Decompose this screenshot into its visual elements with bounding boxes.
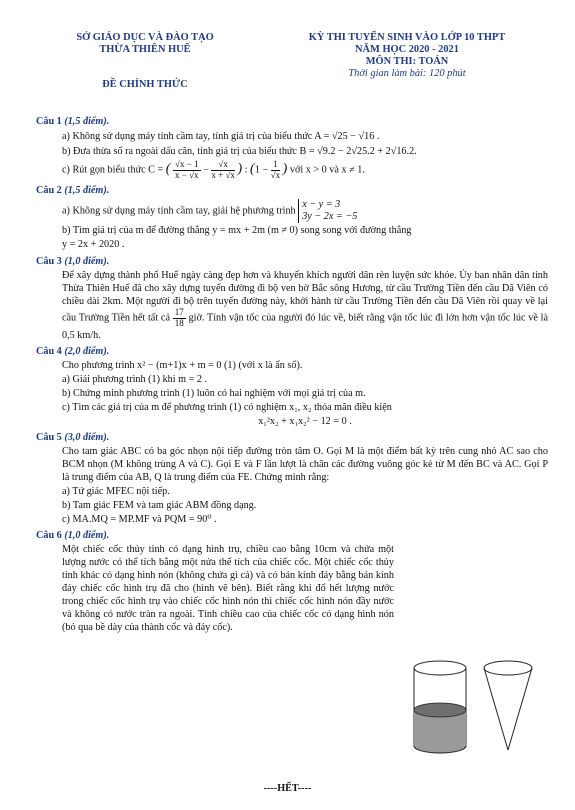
q6-text: Một chiếc cốc thủy tinh có dạng hình trụ, chiều cao bằng 10cm và chứa một lượng nước có thể tích bằng một nửa thể tích của chiếc cốc. Một chiếc cốc thủy tinh khác có dạng hình nón (không chứa gì cả) và có bán kính đáy bằng bán kính đáy chiếc cốc hình trụ đã cho (hình vẽ bên). Biết rằng khi đổ hết lượng nước trong chiếc cốc hình trụ vào chiếc cốc hình nón thì chiếc cốc hình nón đầy nước và không có nước tràn ra ngoài. Tính chiều cao của chiếc cốc có dạng hình nón (bỏ qua bề dày của thành cốc và đáy cốc). (62, 544, 394, 634)
q3-text: Để xây dựng thành phố Huế ngày càng đẹp hơn và khuyến khích người dân rèn luyện sức khỏe. Ủy ban nhân dân tỉnh Thừa Thiên Huế đã cho xây dựng tuyến đường đi bộ ven bờ Bắc sông Hương, từ cầu Trường Tiền đến cầu Dã Viên có chiều dài 2km. Một người đi bộ trên tuyến đường này, khởi hành từ cầu Trường Tiền đến cầu Dã Viên rồi quay về lại cầu Trường Tiền hết tất cả $\frac{17}{18}$ giờ. Tính vận tốc của người đó lúc về, biết rằng vận tốc lúc đi lớn hơn vận tốc lúc về là 0,5 km/h. (62, 269, 549, 341)
question-3-heading: Câu 3 (1,0 điểm). (36, 255, 110, 267)
province-name: THỪA THIÊN HUẾ (99, 44, 191, 55)
subject: MÔN THI: TOÁN (365, 56, 449, 67)
end-marker: ----HẾT---- (263, 783, 312, 794)
exam-title: KỲ THI TUYỂN SINH VÀO LỚP 10 THPT (308, 32, 506, 43)
school-year: NĂM HỌC 2020 - 2021 (355, 44, 459, 55)
question-1-heading: Câu 1 (1,5 điểm). (36, 116, 110, 127)
question-5-heading: Câu 5 (3,0 điểm). (36, 431, 110, 443)
q1-part-b: b) Đưa thừa số ra ngoài dấu căn, tính giá trị của biểu thức B = √9.2 − 2√25.2 + 2√16.2. (62, 146, 417, 158)
q5-part-a: a) Tứ giác MFEC nội tiếp. (62, 486, 170, 498)
q4-part-c: c) Tìm các giá trị của m để phương trình (1) có nghiệm x₁, x₂ thỏa mãn điều kiện (62, 401, 392, 413)
q4-intro: Cho phương trình x² − (m+1)x + m = 0 (1) (với x là ẩn số). (62, 359, 303, 371)
q2-part-a: a) Không sử dụng máy tính cầm tay, giải hệ phương trình x − y = 3 3y − 2x = −5 (62, 198, 358, 223)
question-2-heading: Câu 2 (1,5 điểm). (36, 184, 110, 196)
exam-header (0, 31, 575, 101)
q5-part-c: c) MA.MQ = MP.MF và PQM = 90⁰ . (62, 514, 217, 526)
q2-part-b: b) Tìm giá trị của m để đường thẳng y = mx + 2m (m ≠ 0) song song với đường thẳng (62, 225, 412, 237)
exam-content (36, 112, 548, 635)
q1-part-a: a) Không sử dụng máy tính cầm tay, tính giá trị của biểu thức A = √25 − √16 . (62, 131, 380, 143)
q4-part-b: b) Chứng minh phương trình (1) luôn có hai nghiệm với mọi giá trị của m. (62, 387, 366, 399)
q1-part-c: c) Rút gọn biểu thức C = ( $\frac{√x - 1}{x - √x}$ − $\frac{√x}{x + √x}$ ) : (1 − $\frac{1}{√x}$ ) với x > 0 và x ≠ 1. (62, 159, 365, 181)
question-6-heading: Câu 6 (1,0 điểm). (36, 530, 110, 542)
time-limit: Thời gian làm bài: 120 phút (348, 68, 466, 79)
department-name: SỞ GIÁO DỤC VÀ ĐÀO TẠO (76, 32, 214, 43)
q4-condition: x₁²x₂ + x₁x₂² − 12 = 0 . (258, 415, 352, 427)
cone-cup-figure (484, 661, 532, 750)
official-label: ĐỀ CHÍNH THỨC (102, 79, 188, 90)
cylinder-cup-figure (414, 661, 466, 753)
question-4-heading: Câu 4 (2,0 điểm). (36, 345, 110, 357)
q2-part-b-line: y = 2x + 2020 . (62, 239, 125, 251)
q5-intro: Cho tam giác ABC có ba góc nhọn nội tiếp đường tròn tâm O. Gọi M là một điểm bất kỳ trên cung nhỏ AC sao cho BCM nhọn (M không trùng A và C). Gọi E và F lần lượt là chân các đường vuông góc kẻ từ M đến BC và AC. Gọi P là trung điểm của AB, Q là trung điểm của FE. Chứng minh rằng: (62, 445, 548, 483)
q4-part-a: a) Giải phương trình (1) khi m = 2 . (62, 373, 208, 385)
cups-illustration (400, 650, 540, 765)
q5-part-b: b) Tam giác FEM và tam giác ABM đồng dạng. (62, 500, 257, 512)
